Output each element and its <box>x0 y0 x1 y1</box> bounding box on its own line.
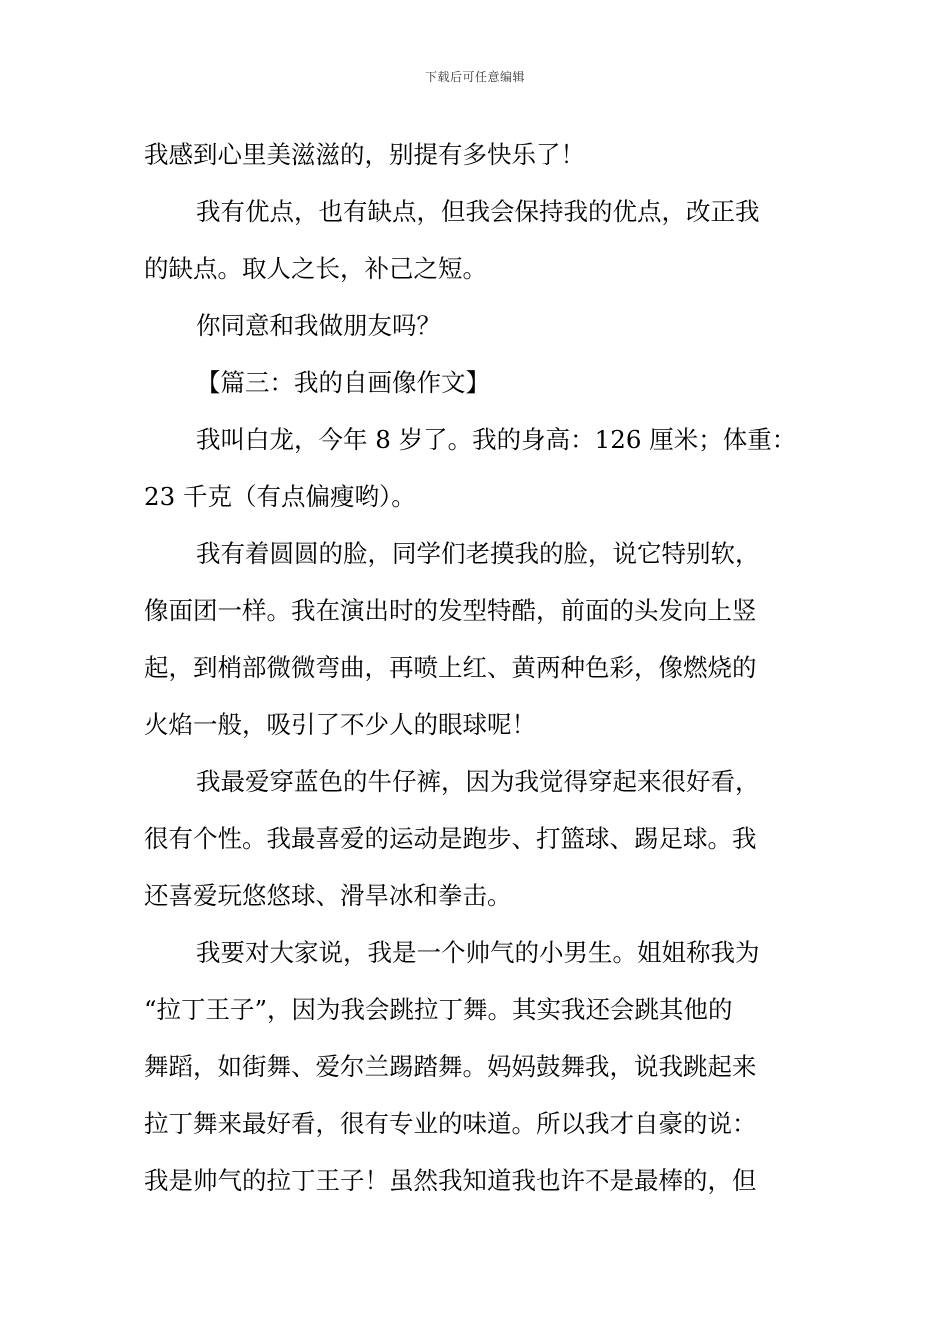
text-line: 起，到梢部微微弯曲，再喷上红、黄两种色彩，像燃烧的 <box>144 653 757 682</box>
text-line: 你同意和我做朋友吗？ <box>196 311 441 340</box>
text-line: 我是帅气的拉丁王子！虽然我知道我也许不是最棒的，但 <box>144 1166 757 1195</box>
text-line: 拉丁舞来最好看，很有专业的味道。所以我才自豪的说： <box>144 1109 757 1138</box>
text-line: 我最爱穿蓝色的牛仔裤，因为我觉得穿起来很好看， <box>196 767 760 796</box>
text-line: 我叫白龙，今年 8 岁了。我的身高：126 厘米；体重： <box>196 425 797 454</box>
text-line: 23 千克（有点偏瘦哟）。 <box>144 482 416 511</box>
document-body <box>144 126 806 1209</box>
text-line: 还喜爱玩悠悠球、滑旱冰和拳击。 <box>144 881 512 910</box>
section-heading: 【篇三：我的自画像作文】 <box>196 368 490 397</box>
text-line: 我有优点，也有缺点，但我会保持我的优点，改正我 <box>196 197 760 226</box>
text-line: 舞蹈，如街舞、爱尔兰踢踏舞。妈妈鼓舞我，说我跳起来 <box>144 1052 757 1081</box>
text-line: “拉丁王子”，因为我会跳拉丁舞。其实我还会跳其他的 <box>144 995 733 1024</box>
page-header: 下载后可任意编辑 <box>424 70 525 84</box>
text-line: 我感到心里美滋滋的，别提有多快乐了！ <box>144 140 585 169</box>
text-line: 我要对大家说，我是一个帅气的小男生。姐姐称我为 <box>196 938 760 967</box>
text-line: 火焰一般，吸引了不少人的眼球呢！ <box>144 710 536 739</box>
text-line: 像面团一样。我在演出时的发型特酷，前面的头发向上竖 <box>144 596 757 625</box>
text-line: 很有个性。我最喜爱的运动是跑步、打篮球、踢足球。我 <box>144 824 757 853</box>
text-line: 的缺点。取人之长，补己之短。 <box>144 254 487 283</box>
text-line: 我有着圆圆的脸，同学们老摸我的脸，说它特别软， <box>196 539 760 568</box>
